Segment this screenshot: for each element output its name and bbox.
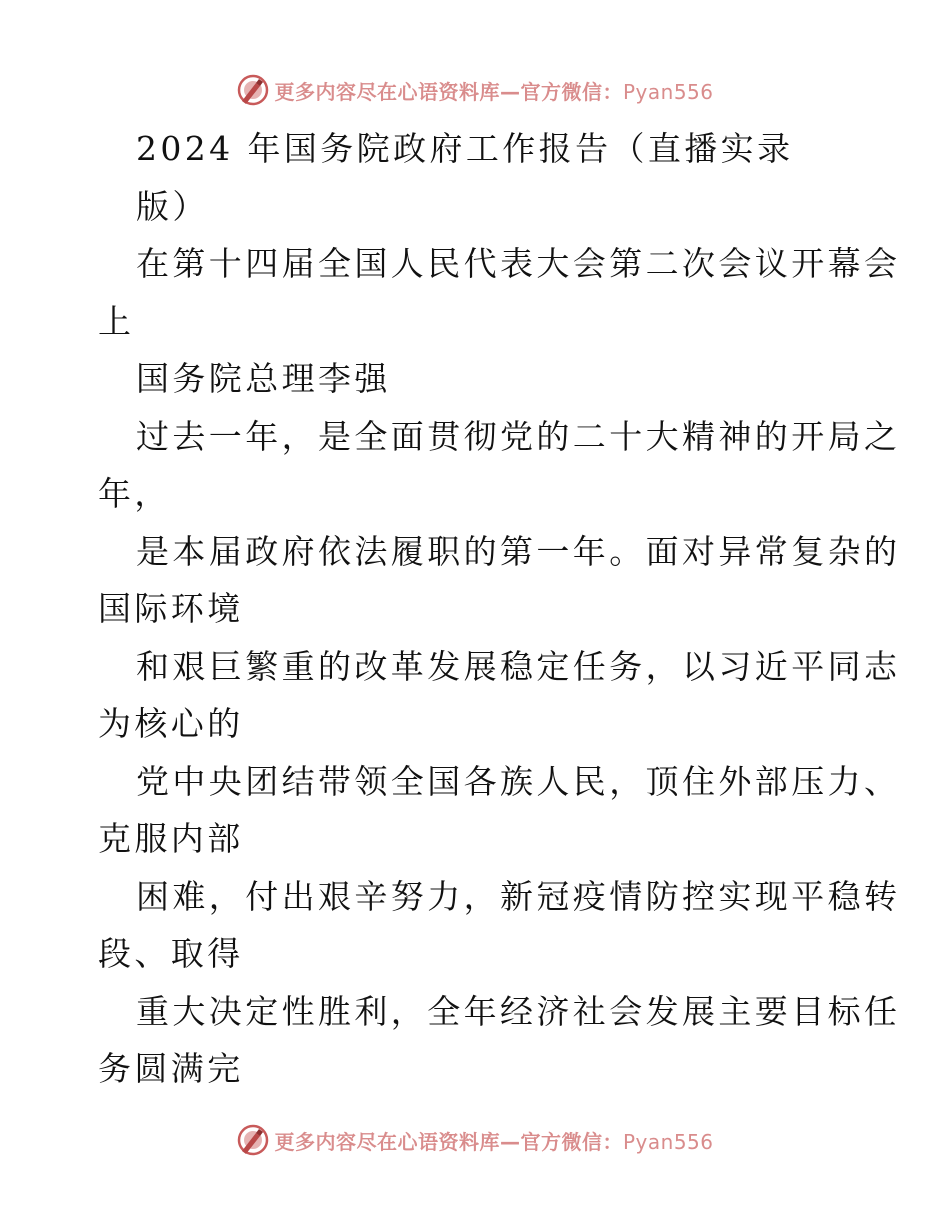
body-line: 和艰巨繁重的改革发展稳定任务，以习近平同志 xyxy=(136,646,901,686)
document-title-line-2: 版） xyxy=(136,186,209,226)
body-line: 在第十四届全国人民代表大会第二次会议开幕会 xyxy=(136,244,901,283)
header-banner xyxy=(0,70,950,110)
document-body xyxy=(98,120,901,1098)
document-title-line-1: 2024 年国务院政府工作报告（直播实录 xyxy=(136,129,794,168)
header-wechat-id: Pyan556 xyxy=(622,79,714,104)
body-line: 为核心的 xyxy=(98,704,244,743)
body-line: 困难，付出艰辛努力，新冠疫情防控实现平稳转 xyxy=(136,876,901,916)
body-line: 党中央团结带领全国各族人民，顶住外部压力、 xyxy=(136,761,901,801)
footer-banner xyxy=(0,1120,950,1160)
footer-banner-text: 更多内容尽在心语资料库—官方微信：Pyan556 xyxy=(274,1129,714,1154)
pen-logo-icon xyxy=(236,73,270,107)
body-line: 段、取得 xyxy=(98,934,244,973)
body-line: 年， xyxy=(98,474,171,513)
speaker-line: 国务院总理李强 xyxy=(136,359,391,398)
body-line: 务圆满完 xyxy=(98,1049,244,1088)
body-line: 克服内部 xyxy=(98,819,244,858)
body-line: 是本届政府依法履职的第一年。面对异常复杂的 xyxy=(136,531,901,571)
body-line: 国际环境 xyxy=(98,589,244,628)
body-line: 上 xyxy=(98,301,135,341)
body-line: 重大决定性胜利，全年经济社会发展主要目标任 xyxy=(136,991,901,1031)
header-banner-text: 更多内容尽在心语资料库—官方微信：Pyan556 xyxy=(274,79,714,104)
body-line: 过去一年，是全面贯彻党的二十大精神的开局之 xyxy=(136,416,901,456)
footer-wechat-id: Pyan556 xyxy=(622,1129,714,1154)
pen-logo-icon xyxy=(236,1123,270,1157)
